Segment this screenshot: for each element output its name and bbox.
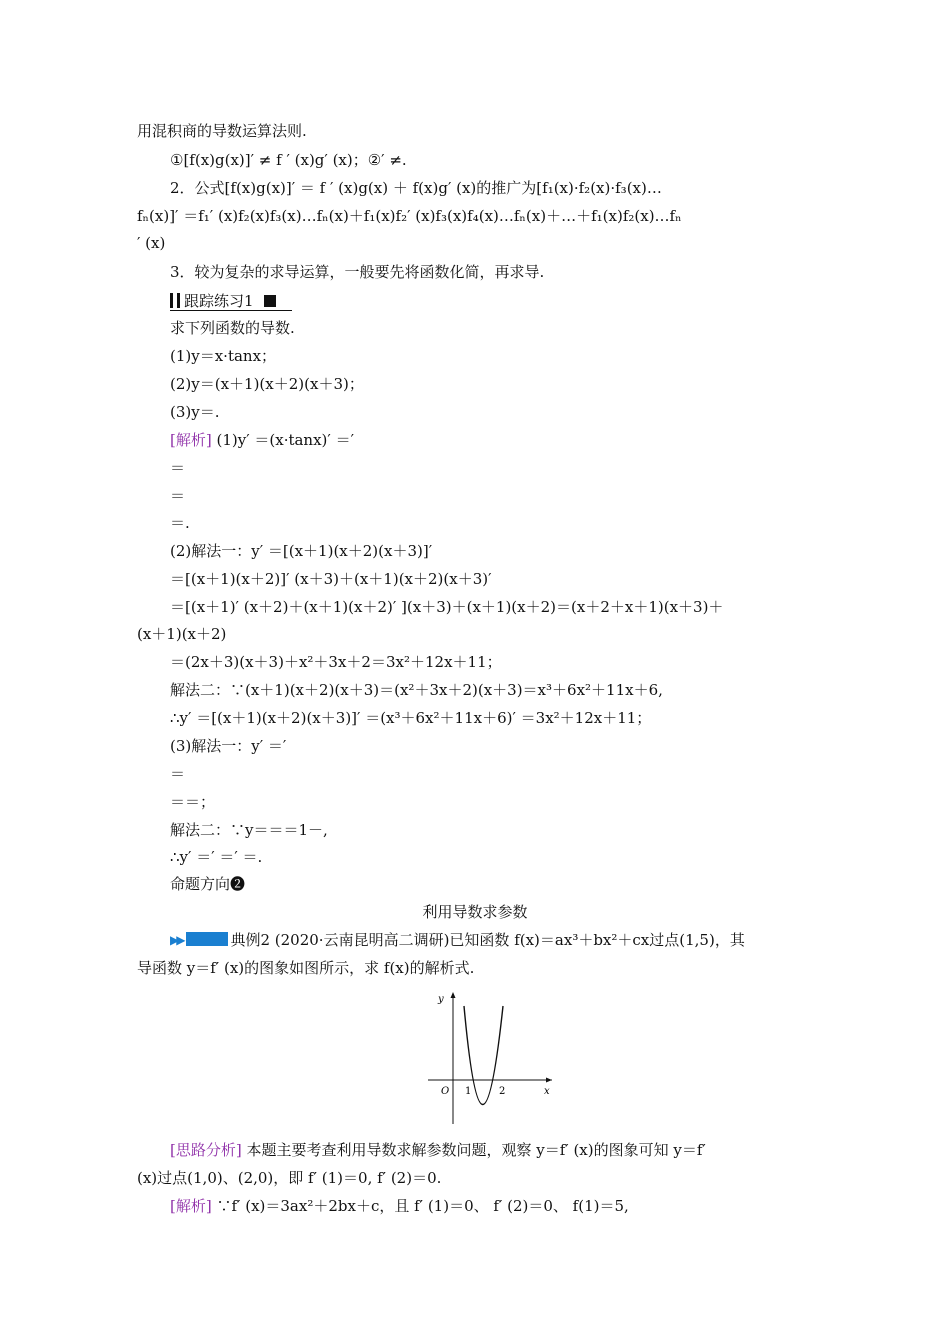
text-line: 3．较为复杂的求导运算，一般要先将函数化简，再求导. (170, 263, 545, 281)
tick-label-2: 2 (499, 1086, 506, 1097)
text-line: ＝ (170, 459, 186, 477)
practice-heading-label: 跟踪练习1 (184, 292, 254, 310)
text-line: ＝ (170, 487, 186, 505)
text-line: ＝(2x＋3)(x＋3)＋x²＋3x＋2＝3x²＋12x＋11； (170, 653, 502, 671)
practice-heading (170, 291, 276, 311)
text-line: (3)解法一：y′ ＝′ (170, 737, 287, 755)
text-line: 2．公式[f(x)g(x)]′ ＝ f ′ (x)g(x) ＋ f(x)g′ (x)的推广为[f₁(x)·f₂(x)·f₃(x)… (170, 179, 662, 197)
text-line: ＝[(x＋1)′ (x＋2)＋(x＋1)(x＋2)′ ](x＋3)＋(x＋1)(x＋2)＝(x＋2＋x＋1)(x＋3)＋ (170, 598, 724, 616)
text-line: 导函数 y＝f′ (x)的图象如图所示，求 f(x)的解析式. (137, 959, 475, 977)
text-line: (1)y＝x·tanx； (170, 347, 277, 365)
analysis-text: 本题主要考查利用导数求解参数问题，观察 y＝f′ (x)的图象可知 y＝f′ (241, 1141, 706, 1159)
solution-line (170, 430, 354, 450)
heading-bar-icon (177, 293, 180, 308)
text-line: (x＋1)(x＋2) (137, 625, 227, 643)
analysis-line (170, 1140, 706, 1160)
x-axis-arrow-icon (546, 1078, 552, 1083)
text-line: 命题方向❷ (170, 875, 246, 893)
text-line: (2)解法一：y′ ＝[(x＋1)(x＋2)(x＋3)]′ (170, 542, 433, 560)
double-arrow-icon: ▶▶ (170, 933, 183, 947)
y-axis-arrow-icon (451, 992, 456, 998)
origin-label: O (441, 1086, 450, 1097)
text-line: 解法二：∵(x＋1)(x＋2)(x＋3)＝(x²＋3x＋2)(x＋3)＝x³＋6x²＋11x＋6, (170, 681, 663, 699)
solution-text: (1)y′ ＝(x·tanx)′ ＝′ (211, 431, 354, 449)
y-axis-label: y (438, 994, 444, 1005)
text-line: (x)过点(1,0)、(2,0)，即 f′ (1)＝0, f′ (2)＝0. (137, 1169, 442, 1187)
text-line: ＝＝； (170, 793, 216, 811)
text-line: fₙ(x)]′ ＝f₁′ (x)f₂(x)f₃(x)…fₙ(x)＋f₁(x)f₂′ (x)f₃(x)f₄(x)…fₙ(x)＋…＋f₁(x)f₂(x)…fₙ (137, 207, 682, 225)
example-marker-box (186, 932, 228, 946)
tick-label-1: 1 (465, 1086, 472, 1097)
text-line: ＝[(x＋1)(x＋2)]′ (x＋3)＋(x＋1)(x＋2)(x＋3)′ (170, 570, 492, 588)
text-line: ′ (x) (137, 234, 166, 252)
text-line: (3)y＝. (170, 403, 220, 421)
text-line: ＝. (170, 514, 190, 532)
text-line: ∴y′ ＝′ ＝′ ＝. (170, 848, 263, 866)
section-title: 利用导数求参数 (422, 903, 528, 921)
heading-bar-icon (170, 293, 173, 308)
solution-tag: [解析] (170, 1197, 212, 1215)
example-line (170, 930, 745, 950)
analysis-tag: [思路分析] (170, 1141, 242, 1159)
text-line: ＝ (170, 765, 186, 783)
text-line: (2)y＝(x＋1)(x＋2)(x＋3)； (170, 375, 364, 393)
text-line: 用混积商的导数运算法则. (137, 122, 307, 140)
text-line: 解法二：∵y＝＝＝1－, (170, 821, 328, 839)
heading-square-icon (264, 295, 276, 307)
solution-tag: [解析] (170, 431, 212, 449)
derivative-graph (420, 988, 560, 1128)
example-label: 典例2 (230, 931, 271, 949)
text-line: 求下列函数的导数. (170, 319, 295, 337)
text-line: ①[f(x)g(x)]′ ≠ f ′ (x)g′ (x)；②′ ≠. (170, 151, 407, 169)
example-text: (2020·云南昆明高二调研)已知函数 f(x)＝ax³＋bx²＋cx过点(1,5)，其 (270, 931, 745, 949)
solution-line (170, 1196, 629, 1216)
text-line: ∴y′ ＝[(x＋1)(x＋2)(x＋3)]′ ＝(x³＋6x²＋11x＋6)′ ＝3x²＋12x＋11； (170, 709, 652, 727)
solution-text: ∵f′ (x)＝3ax²＋2bx＋c，且 f′ (1)＝0、 f′ (2)＝0、 f(1)＝5, (211, 1197, 629, 1215)
heading-underline (170, 310, 292, 311)
x-axis-label: x (544, 1086, 550, 1097)
